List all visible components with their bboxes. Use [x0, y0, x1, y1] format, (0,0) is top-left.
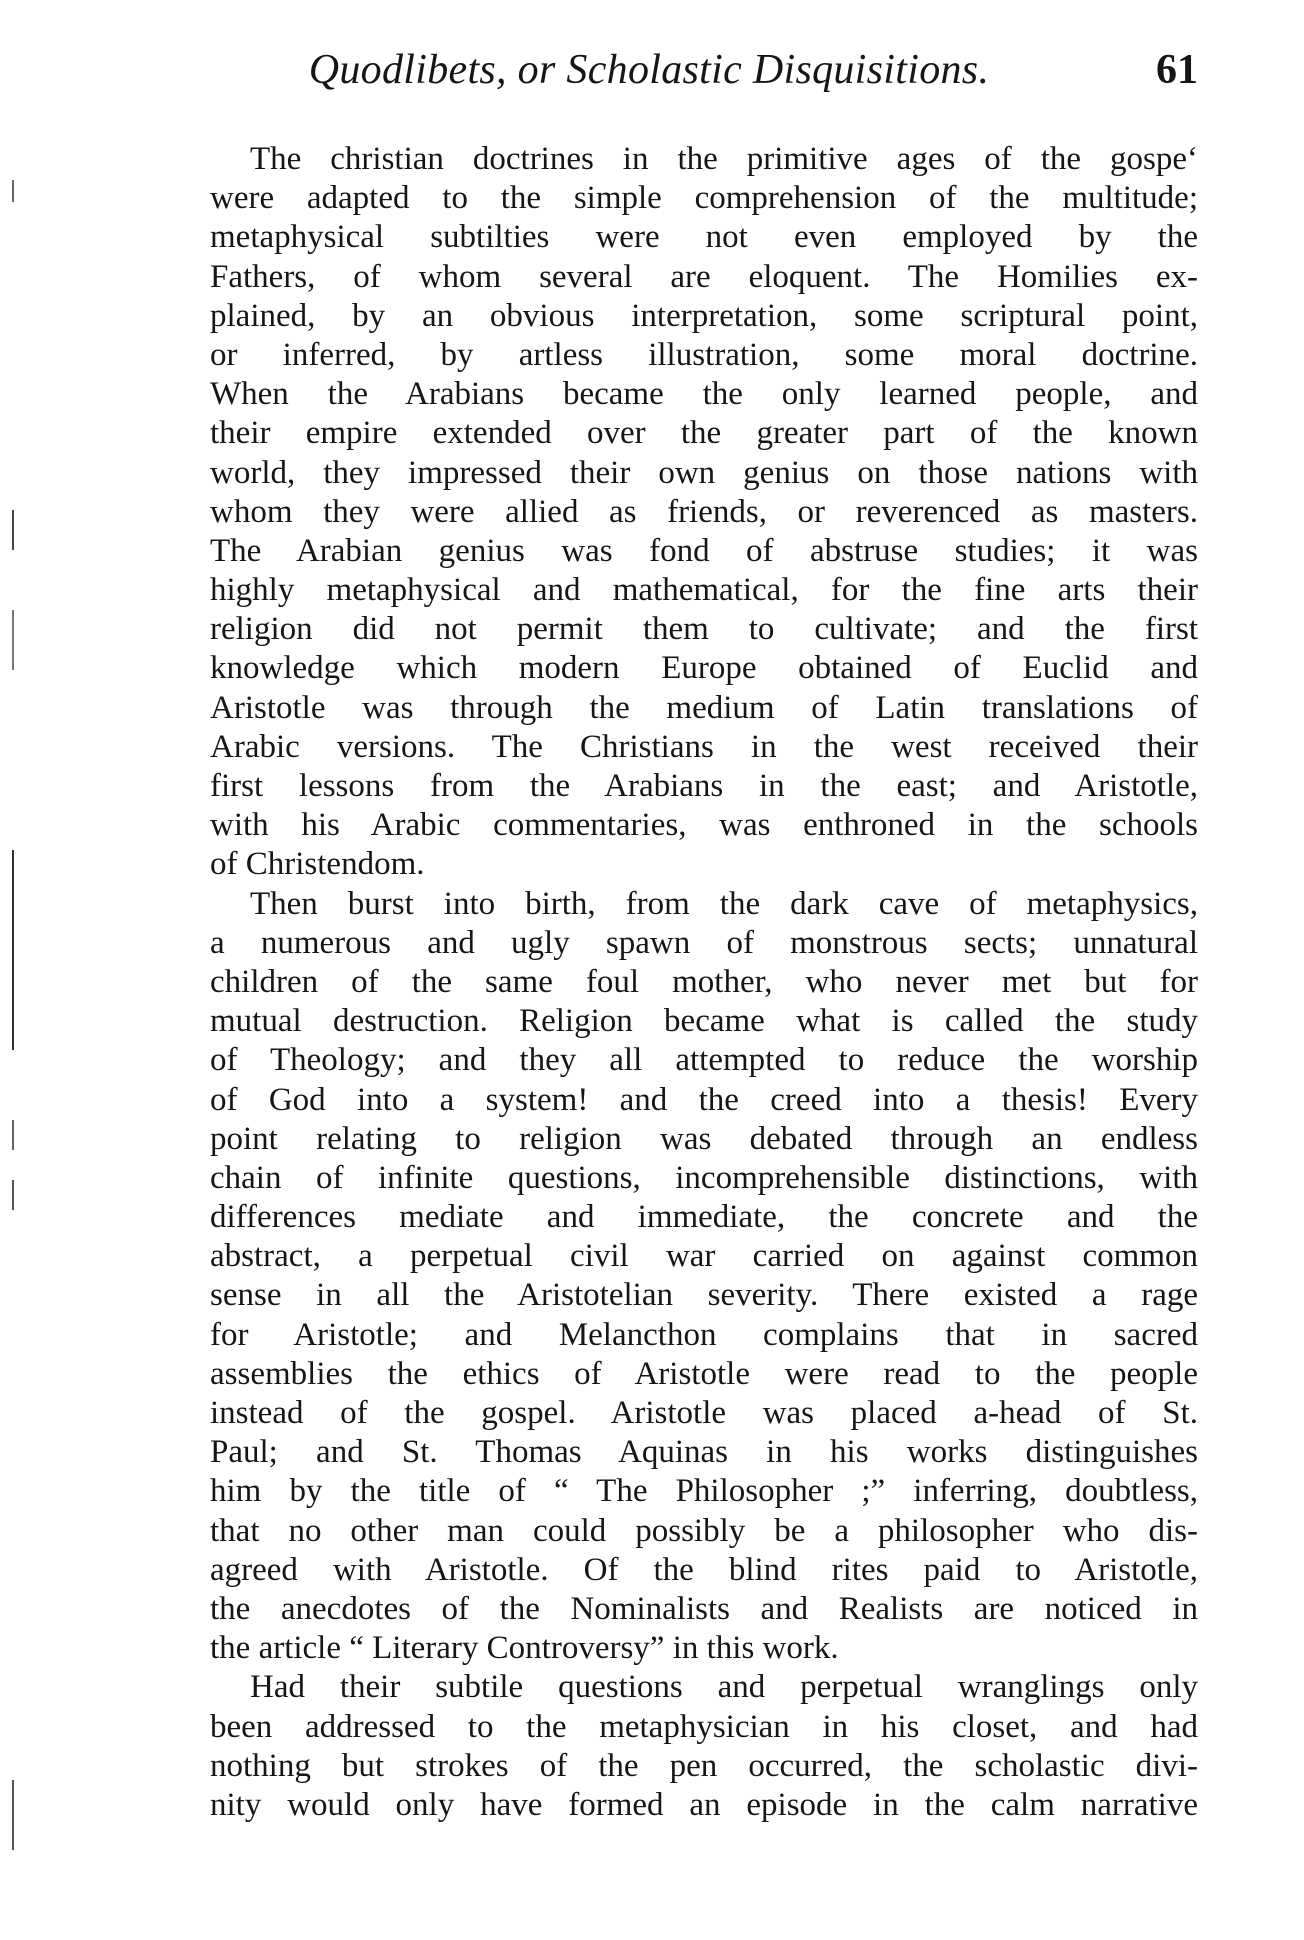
scan-margin-mark: [12, 180, 14, 202]
text-line: point relating to religion was debated through an endless: [210, 1120, 1198, 1157]
text-line: abstract, a perpetual civil war carried on against common: [210, 1238, 1198, 1275]
scan-margin-mark: [12, 1180, 14, 1210]
text-line: the article “ Literary Controversy” in this work.: [210, 1630, 839, 1667]
text-line: plained, by an obvious interpretation, some scriptural point,: [210, 297, 1198, 334]
text-line: a numerous and ugly spawn of monstrous sects; unnatural: [210, 924, 1198, 961]
text-line: assemblies the ethics of Aristotle were read to the people: [210, 1355, 1198, 1392]
text-line: Aristotle was through the medium of Latin translations of: [210, 689, 1198, 726]
scan-margin-mark: [12, 510, 14, 550]
text-line: metaphysical subtilties were not even employed by the: [210, 219, 1198, 256]
text-line: Then burst into birth, from the dark cave of metaphysics,: [250, 885, 1198, 922]
text-line: sense in all the Aristotelian severity. There existed a rage: [210, 1277, 1198, 1314]
text-line: highly metaphysical and mathematical, for the fine arts their: [210, 572, 1198, 609]
text-line: Arabic versions. The Christians in the west received their: [210, 728, 1198, 765]
text-line: religion did not permit them to cultivate; and the first: [210, 611, 1198, 648]
scan-margin-mark: [12, 1120, 14, 1150]
scan-margin-mark: [12, 850, 14, 1050]
text-line: nity would only have formed an episode in the calm narrative: [210, 1786, 1198, 1823]
text-line: The Arabian genius was fond of abstruse studies; it was: [210, 532, 1198, 569]
text-line: him by the title of “ The Philosopher ;” inferring, doubtless,: [210, 1473, 1198, 1510]
page-number: 61: [1156, 47, 1198, 93]
text-line: When the Arabians became the only learned people, and: [210, 376, 1198, 413]
text-line: whom they were allied as friends, or reverenced as masters.: [210, 493, 1198, 530]
text-line: mutual destruction. Religion became what is called the study: [210, 1003, 1198, 1040]
running-title: Quodlibets, or Scholastic Disquisitions.: [308, 47, 990, 93]
paragraph-3: [210, 1668, 1198, 1825]
text-line: that no other man could possibly be a philosopher who dis-: [210, 1512, 1198, 1549]
text-line: chain of infinite questions, incomprehensible distinctions, with: [210, 1159, 1198, 1196]
text-line: Paul; and St. Thomas Aquinas in his works distinguishes: [210, 1434, 1198, 1471]
scan-margin-mark: [12, 610, 14, 670]
text-line: or inferred, by artless illustration, some moral doctrine.: [210, 336, 1198, 373]
text-line: for Aristotle; and Melancthon complains that in sacred: [210, 1316, 1198, 1353]
page-header: [210, 40, 1198, 100]
text-line: were adapted to the simple comprehension of the multitude;: [210, 180, 1198, 217]
text-line: The christian doctrines in the primitive ages of the gospeʻ: [250, 141, 1198, 177]
scan-margin-mark: [12, 1780, 14, 1850]
text-line: first lessons from the Arabians in the east; and Aristotle,: [210, 768, 1198, 804]
text-line: world, they impressed their own genius on those nations with: [210, 454, 1198, 491]
paragraph-2: [210, 885, 1198, 1669]
text-line: with his Arabic commentaries, was enthroned in the schools: [210, 807, 1198, 844]
text-line: Fathers, of whom several are eloquent. The Homilies ex-: [210, 258, 1198, 295]
text-line: differences mediate and immediate, the concrete and the: [210, 1199, 1198, 1236]
text-line: of God into a system! and the creed into a thesis! Every: [210, 1081, 1198, 1118]
text-line: children of the same foul mother, who never met but for: [210, 963, 1198, 1000]
text-line: of Theology; and they all attempted to reduce the worship: [210, 1042, 1198, 1079]
text-line: Had their subtile questions and perpetual wranglings only: [250, 1669, 1198, 1706]
text-line: their empire extended over the greater part of the known: [210, 415, 1198, 452]
text-line: nothing but strokes of the pen occurred, the scholastic divi-: [210, 1747, 1198, 1784]
text-line: instead of the gospel. Aristotle was placed a-head of St.: [210, 1395, 1198, 1431]
text-line: agreed with Aristotle. Of the blind rites paid to Aristotle,: [210, 1551, 1198, 1588]
text-line: knowledge which modern Europe obtained of Euclid and: [210, 650, 1198, 687]
text-line: of Christendom.: [210, 846, 425, 883]
paragraph-1: [210, 140, 1198, 885]
text-line: the anecdotes of the Nominalists and Realists are noticed in: [210, 1590, 1198, 1627]
body-text: [210, 140, 1198, 1825]
text-line: been addressed to the metaphysician in his closet, and had: [210, 1708, 1198, 1745]
